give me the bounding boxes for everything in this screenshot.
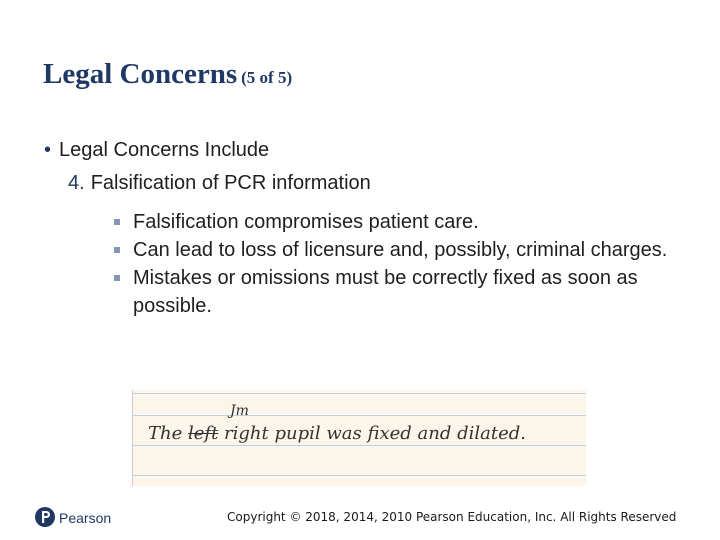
sub-bullet-list: [114, 208, 694, 320]
handwritten-word-before: The: [148, 423, 183, 444]
slide-title-suffix: (5 of 5): [241, 68, 293, 87]
item-number: 4.: [68, 172, 85, 194]
numbered-item-text: Falsification of PCR information: [90, 172, 371, 194]
bullet-dot-icon: •: [44, 139, 52, 161]
pearson-wordmark: Pearson: [59, 510, 112, 526]
bullet-level1-text: Legal Concerns Include: [59, 139, 270, 161]
slide-title-text: Legal Concerns: [43, 58, 238, 90]
handwritten-line: [148, 423, 526, 444]
handwritten-correction-text: right pupil was fixed and dilated.: [224, 423, 526, 444]
slide-title: [43, 58, 292, 91]
numbered-item: [68, 172, 371, 195]
copyright-notice: Copyright © 2018, 2014, 2010 Pearson Education, Inc. All Rights Reserved: [227, 510, 677, 524]
sub-bullet-text: Can lead to loss of licensure and, possibly, criminal charges.: [133, 239, 668, 261]
sub-bullet: [114, 236, 694, 264]
struck-word: left: [188, 423, 219, 444]
square-bullet-icon: [114, 219, 120, 225]
sub-bullet-text: Falsification compromises patient care.: [133, 211, 479, 233]
correction-initials: Jm: [230, 403, 249, 419]
sub-bullet-text: Mistakes or omissions must be correctly fixed as soon as possible.: [133, 267, 638, 317]
handwritten-correction-figure: [132, 390, 586, 486]
square-bullet-icon: [114, 275, 120, 281]
sub-bullet: [114, 264, 694, 320]
bullet-level1: [44, 139, 269, 162]
sub-bullet: [114, 208, 694, 236]
square-bullet-icon: [114, 247, 120, 253]
pearson-logo-icon: [35, 505, 55, 529]
